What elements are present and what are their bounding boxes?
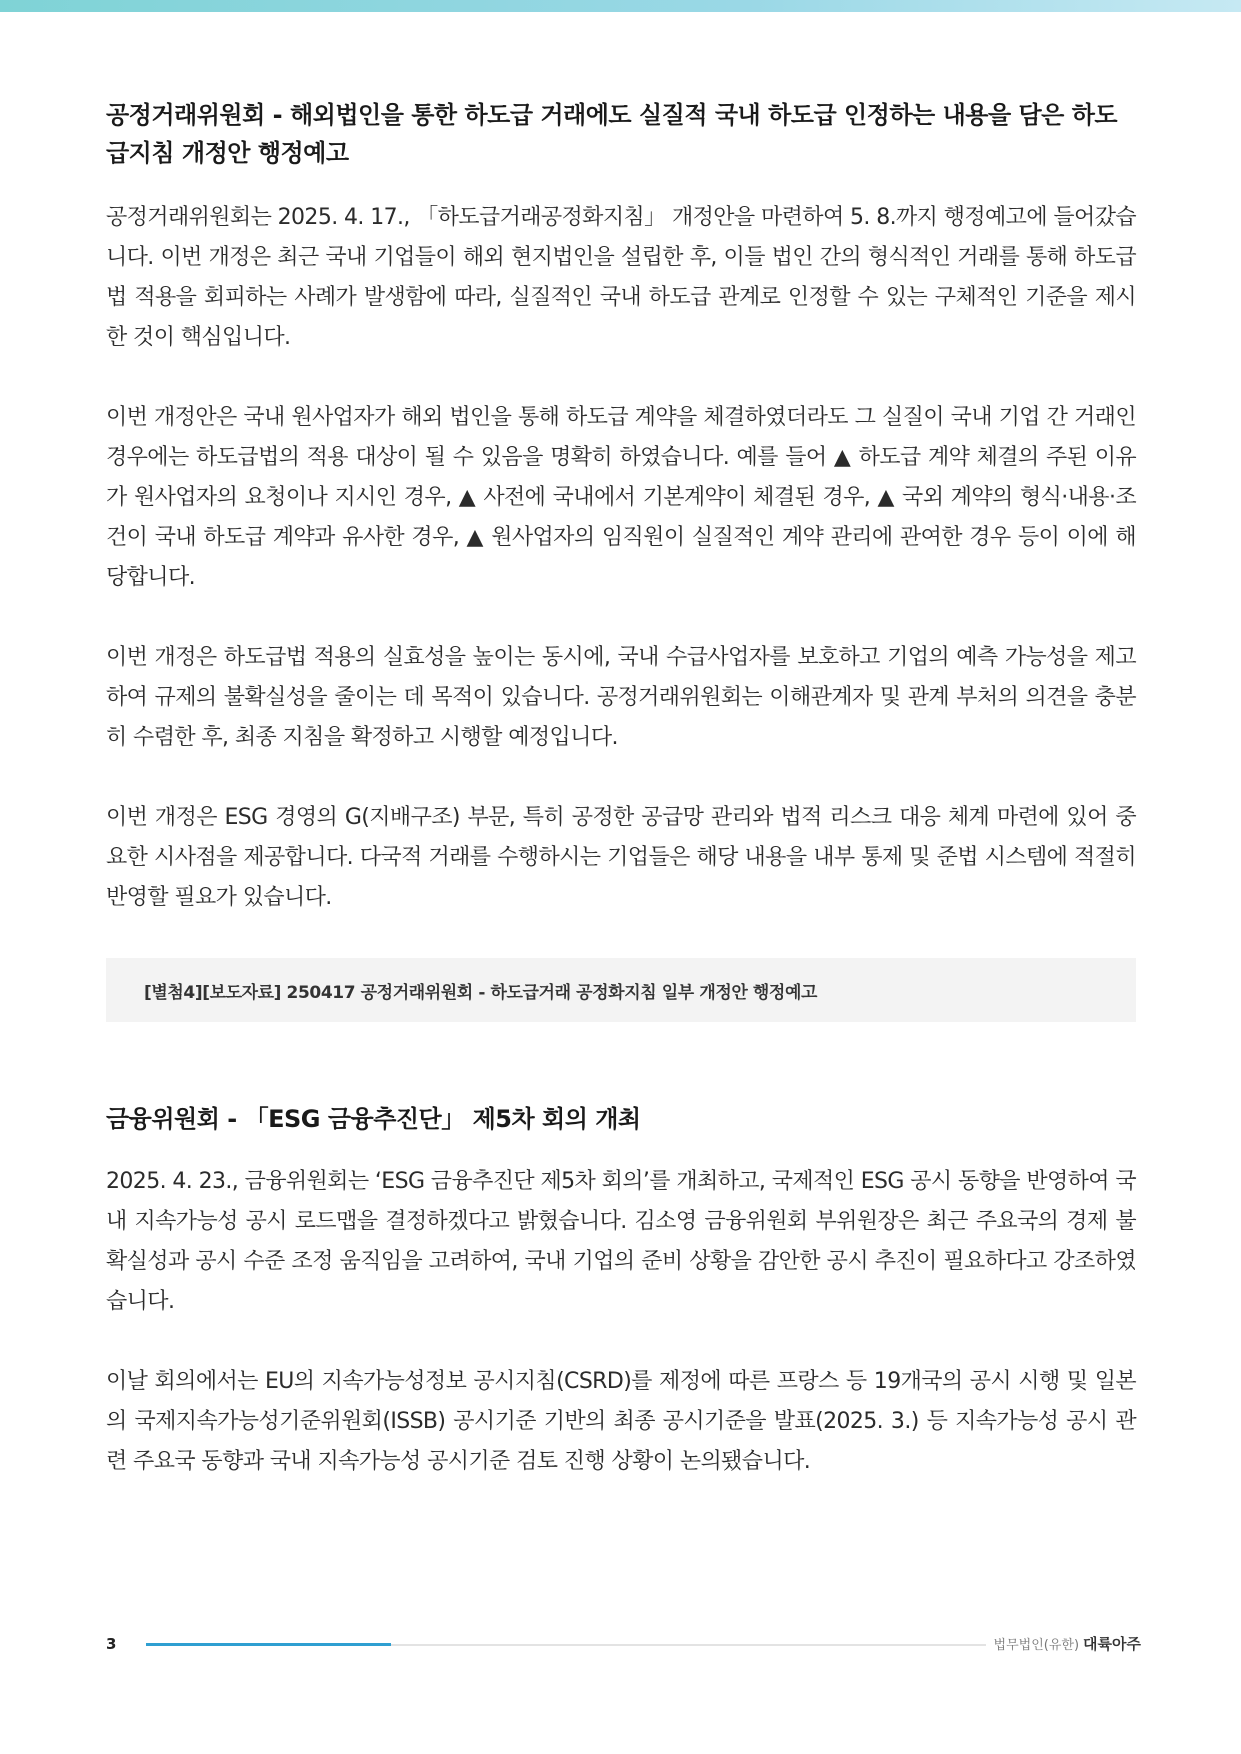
page-number: 3: [106, 1635, 117, 1653]
section-title-fsc: 금융위원회 - 「ESG 금융추진단」 제5차 회의 개최: [106, 1105, 641, 1133]
paragraph: 이번 개정은 ESG 경영의 G(지배구조) 부문, 특히 공정한 공급망 관리와 법적 리스크 대응 체계 마련에 있어 중요한 시사점을 제공합니다. 다국적 거래를 수행하시는 기업들은 해당 내용을 내부 통제 및 준법 시스템에 적절히 반영할 필요가 있습니다.: [106, 805, 1136, 910]
attachment-label: [별첨4][보도자료] 250417 공정거래위원회 - 하도급거래 공정화지침 일부 개정안 행정예고: [144, 982, 817, 1003]
section-fsc: [106, 1100, 1136, 1482]
page-content: [106, 96, 1136, 1482]
attachment-box: [106, 958, 1136, 1022]
paragraph: 공정거래위원회는 2025. 4. 17., 「하도급거래공정화지침」 개정안을 마련하여 5. 8.까지 행정예고에 들어갔습니다. 이번 개정은 최근 국내 기업들이 해외 현지법인을 설립한 후, 이들 법인 간의 형식적인 거래를 통해 하도급법 적용을 회피하는 사례가 발생함에 따라, 실질적인 국내 하도급 관계로 인정할 수 있는 구체적인 기준을 제시한 것이 핵심입니다.: [106, 205, 1136, 350]
footer-rule-accent: [146, 1643, 391, 1646]
section-title-ftc: 공정거래위원회 - 해외법인을 통한 하도급 거래에도 실질적 국내 하도급 인정하는 내용을 담은 하도급지침 개정안 행정예고: [106, 101, 1118, 167]
paragraph: 이번 개정안은 국내 원사업자가 해외 법인을 통해 하도급 계약을 체결하였더라도 그 실질이 국내 기업 간 거래인 경우에는 하도급법의 적용 대상이 될 수 있음을 명확히 하였습니다. 예를 들어 ▲ 하도급 계약 체결의 주된 이유가 원사업자의 요청이나 지시인 경우, ▲ 사전에 국내에서 기본계약이 체결된 경우, ▲ 국외 계약의 형식·내용·조건이 국내 하도급 계약과 유사한 경우, ▲ 원사업자의 임직원이 실질적인 계약 관리에 관여한 경우 등이 이에 해당합니다.: [106, 405, 1136, 590]
firm-name: 대륙아주: [1083, 1635, 1141, 1653]
paragraph: 2025. 4. 23., 금융위원회는 ‘ESG 금융추진단 제5차 회의’를 개최하고, 국제적인 ESG 공시 동향을 반영하여 국내 지속가능성 공시 로드맵을 결정하겠다고 밝혔습니다. 김소영 금융위원회 부위원장은 최근 주요국의 경제 불확실성과 공시 수준 조정 움직임을 고려하여, 국내 기업의 준비 상황을 감안한 공시 추진이 필요하다고 강조하였습니다.: [106, 1169, 1136, 1314]
firm-prefix: 법무법인(유한): [993, 1638, 1080, 1653]
page-footer: [106, 1632, 1141, 1656]
paragraph: 이번 개정은 하도급법 적용의 실효성을 높이는 동시에, 국내 수급사업자를 보호하고 기업의 예측 가능성을 제고하여 규제의 불확실성을 줄이는 데 목적이 있습니다. 공정거래위원회는 이해관계자 및 관계 부처의 의견을 충분히 수렴한 후, 최종 지침을 확정하고 시행할 예정입니다.: [106, 645, 1136, 750]
top-accent-bar: [0, 0, 1241, 12]
firm-logo-text: [994, 1632, 1141, 1658]
paragraph: 이날 회의에서는 EU의 지속가능성정보 공시지침(CSRD)를 제정에 따른 프랑스 등 19개국의 공시 시행 및 일본의 국제지속가능성기준위원회(ISSB) 공시기준 기반의 최종 공시기준을 발표(2025. 3.) 등 지속가능성 공시 관련 주요국 동향과 국내 지속가능성 공시기준 검토 진행 상황이 논의됐습니다.: [106, 1369, 1136, 1474]
section-ftc: [106, 96, 1136, 1022]
